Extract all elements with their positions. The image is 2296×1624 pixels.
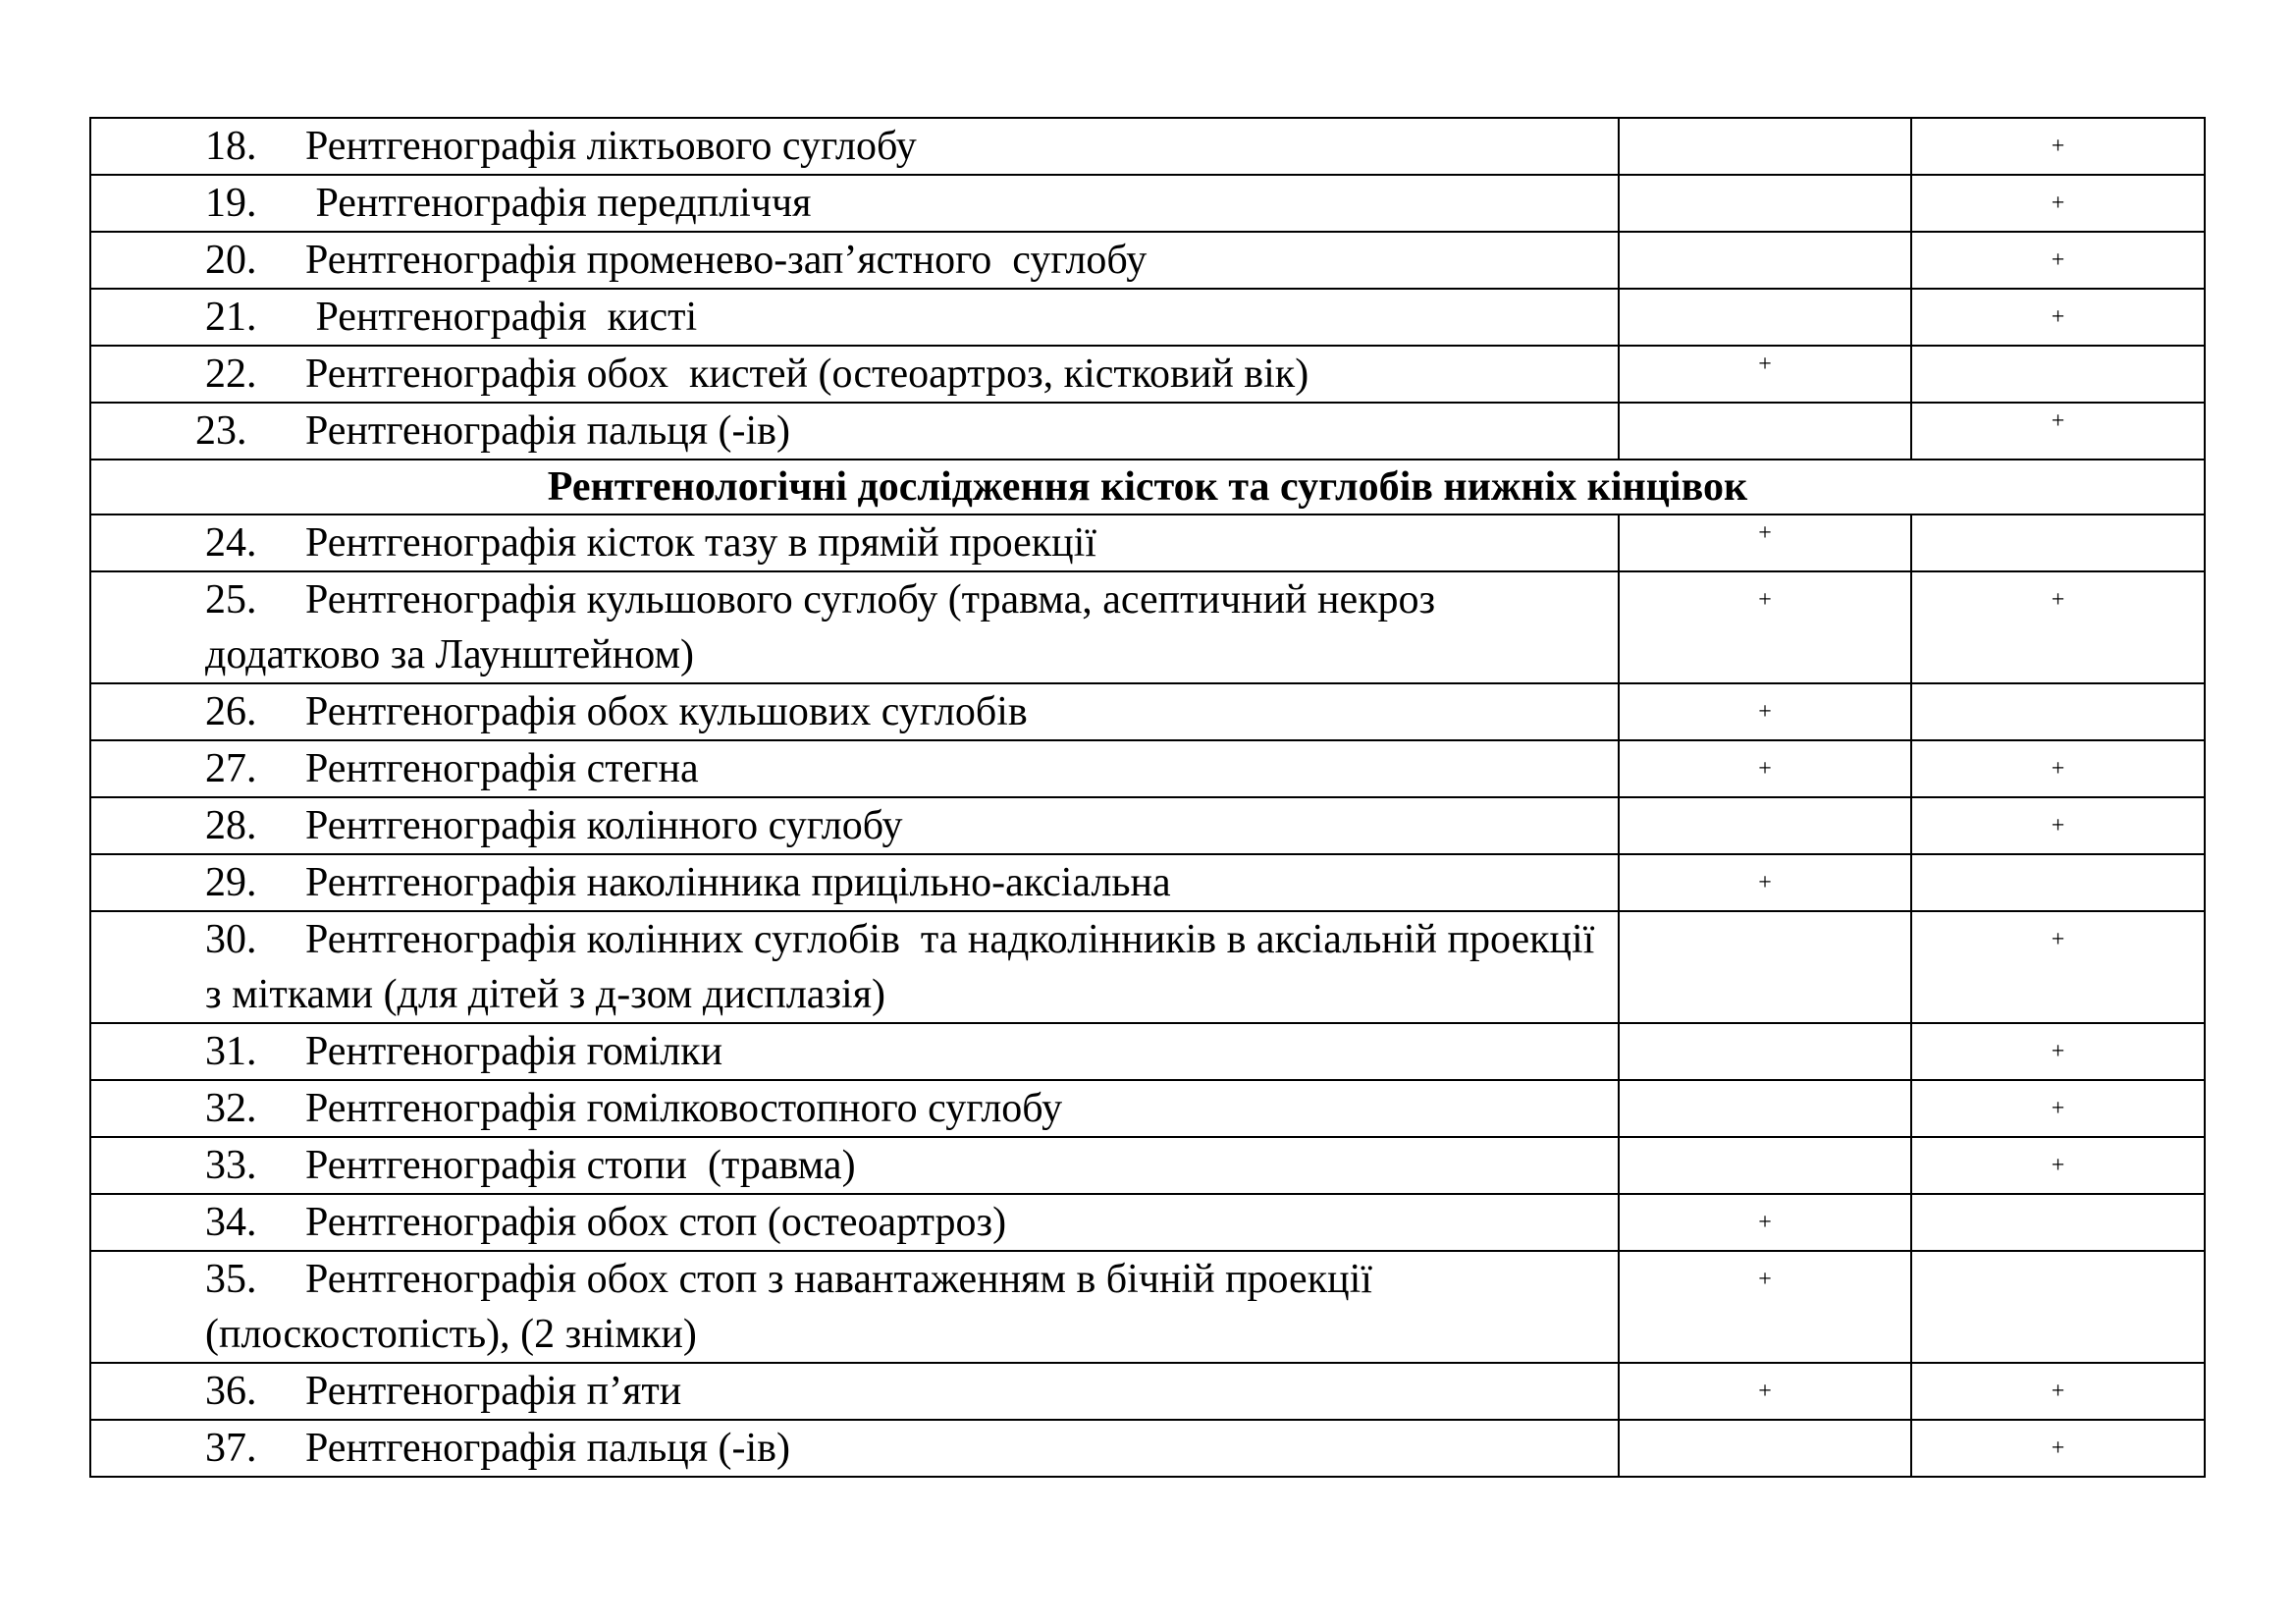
row-number: 19.	[205, 181, 257, 226]
table-row	[90, 571, 2205, 683]
procedure-cell	[90, 1023, 1619, 1080]
mark-col-a	[1619, 118, 1911, 175]
table-row	[90, 118, 2205, 175]
row-number: 28.	[205, 803, 257, 848]
section-row	[90, 460, 2205, 514]
mark-col-a	[1619, 1023, 1911, 1080]
procedure-cell	[90, 175, 1619, 232]
table-row	[90, 854, 2205, 911]
procedure-name: Рентгенографія обох стоп (остеоартроз)	[305, 1200, 1007, 1245]
procedure-cell	[90, 232, 1619, 289]
procedure-name: Рентгенографія пальця (-ів)	[305, 408, 790, 454]
mark-col-a	[1619, 403, 1911, 460]
mark-col-a: +	[1619, 683, 1911, 740]
mark-col-b: +	[1911, 1420, 2205, 1477]
procedure-cell	[90, 683, 1619, 740]
row-number: 30.	[205, 917, 257, 962]
procedure-name: Рентгенографія наколінника прицільно-аксіальна	[305, 860, 1171, 905]
mark-col-a: +	[1619, 346, 1911, 403]
table-row	[90, 1023, 2205, 1080]
table-row	[90, 1420, 2205, 1477]
mark-col-a: +	[1619, 1251, 1911, 1363]
section-heading: Рентгенологічні дослідження кісток та суглобів нижніх кінцівок	[90, 460, 2205, 514]
procedure-name: Рентгенографія стегна	[305, 746, 699, 791]
procedure-cell	[90, 740, 1619, 797]
procedure-cell	[90, 571, 1619, 683]
mark-col-a: +	[1619, 514, 1911, 571]
mark-col-b	[1911, 1251, 2205, 1363]
table-row	[90, 1251, 2205, 1363]
procedure-name: Рентгенографія п’яти	[305, 1369, 682, 1414]
table-row	[90, 797, 2205, 854]
table-row	[90, 175, 2205, 232]
table-row	[90, 1080, 2205, 1137]
procedure-name: Рентгенографія кисті	[305, 295, 698, 340]
mark-col-b: +	[1911, 403, 2205, 460]
row-number: 31.	[205, 1029, 257, 1074]
mark-col-a	[1619, 797, 1911, 854]
procedure-cell	[90, 854, 1619, 911]
mark-col-a: +	[1619, 854, 1911, 911]
mark-col-b: +	[1911, 289, 2205, 346]
mark-col-a	[1619, 289, 1911, 346]
procedure-cell	[90, 1363, 1619, 1420]
procedure-name: Рентгенографія гомілковостопного суглобу	[305, 1086, 1063, 1131]
row-number: 33.	[205, 1143, 257, 1188]
mark-col-b: +	[1911, 232, 2205, 289]
procedure-name: Рентгенографія пальця (-ів)	[305, 1426, 790, 1471]
procedure-name: Рентгенографія колінних суглобів та надколінників в аксіальній проекції з мітками (для дітей з д-зом дисплазія)	[205, 917, 1605, 1017]
row-number: 21.	[205, 295, 257, 340]
row-number: 23.	[195, 408, 247, 454]
procedure-name: Рентгенографія передпліччя	[305, 181, 812, 226]
procedure-cell	[90, 797, 1619, 854]
mark-col-b	[1911, 683, 2205, 740]
procedure-cell	[90, 118, 1619, 175]
procedure-name: Рентгенографія кісток тазу в прямій проекції	[305, 520, 1096, 566]
mark-col-a	[1619, 175, 1911, 232]
row-number: 36.	[205, 1369, 257, 1414]
row-number: 37.	[205, 1426, 257, 1471]
procedure-name: Рентгенографія обох кульшових суглобів	[305, 689, 1028, 734]
procedure-name: Рентгенографія колінного суглобу	[305, 803, 903, 848]
table-row	[90, 346, 2205, 403]
procedure-name: Рентгенографія гомілки	[305, 1029, 723, 1074]
procedure-cell	[90, 514, 1619, 571]
row-number: 26.	[205, 689, 257, 734]
table-row	[90, 1137, 2205, 1194]
procedures-table	[89, 117, 2206, 1478]
mark-col-b: +	[1911, 740, 2205, 797]
table-row	[90, 403, 2205, 460]
mark-col-b	[1911, 346, 2205, 403]
table-row	[90, 740, 2205, 797]
mark-col-b	[1911, 854, 2205, 911]
procedure-cell	[90, 403, 1619, 460]
mark-col-a: +	[1619, 1363, 1911, 1420]
mark-col-b: +	[1911, 118, 2205, 175]
mark-col-b: +	[1911, 175, 2205, 232]
mark-col-a: +	[1619, 1194, 1911, 1251]
procedure-cell	[90, 1251, 1619, 1363]
table-row	[90, 514, 2205, 571]
mark-col-b	[1911, 1194, 2205, 1251]
procedure-cell	[90, 1420, 1619, 1477]
procedure-cell	[90, 289, 1619, 346]
mark-col-b: +	[1911, 1080, 2205, 1137]
row-number: 35.	[205, 1257, 257, 1302]
row-number: 29.	[205, 860, 257, 905]
mark-col-b: +	[1911, 911, 2205, 1023]
procedure-cell	[90, 1194, 1619, 1251]
mark-col-b	[1911, 514, 2205, 571]
mark-col-b: +	[1911, 1023, 2205, 1080]
mark-col-a: +	[1619, 571, 1911, 683]
mark-col-a	[1619, 232, 1911, 289]
procedure-name: Рентгенографія обох кистей (остеоартроз, кістковий вік)	[305, 352, 1309, 397]
row-number: 24.	[205, 520, 257, 566]
mark-col-b: +	[1911, 797, 2205, 854]
mark-col-a	[1619, 1420, 1911, 1477]
procedure-cell	[90, 346, 1619, 403]
row-number: 34.	[205, 1200, 257, 1245]
table-row	[90, 1363, 2205, 1420]
row-number: 18.	[205, 124, 257, 169]
procedure-name: Рентгенографія стопи (травма)	[305, 1143, 856, 1188]
mark-col-b: +	[1911, 1137, 2205, 1194]
row-number: 25.	[205, 577, 257, 623]
row-number: 27.	[205, 746, 257, 791]
table-row	[90, 232, 2205, 289]
table-row	[90, 911, 2205, 1023]
mark-col-a	[1619, 1137, 1911, 1194]
table-row	[90, 289, 2205, 346]
procedure-name: Рентгенографія променево-зап’ястного суглобу	[305, 238, 1148, 283]
row-number: 32.	[205, 1086, 257, 1131]
procedure-name: Рентгенографія обох стоп з навантаженням в бічній проекції (плоскостопість), (2 знімки)	[205, 1257, 1372, 1357]
mark-col-a	[1619, 911, 1911, 1023]
table-row	[90, 683, 2205, 740]
procedure-cell	[90, 1080, 1619, 1137]
mark-col-b: +	[1911, 1363, 2205, 1420]
mark-col-a	[1619, 1080, 1911, 1137]
procedure-name: Рентгенографія ліктьового суглобу	[305, 124, 917, 169]
mark-col-a: +	[1619, 740, 1911, 797]
procedure-name: Рентгенографія кульшового суглобу (травма, асептичний некроз додатково за Лаунштейном)	[205, 577, 1436, 677]
row-number: 20.	[205, 238, 257, 283]
row-number: 22.	[205, 352, 257, 397]
procedure-cell	[90, 911, 1619, 1023]
mark-col-b: +	[1911, 571, 2205, 683]
table-row	[90, 1194, 2205, 1251]
procedure-cell	[90, 1137, 1619, 1194]
